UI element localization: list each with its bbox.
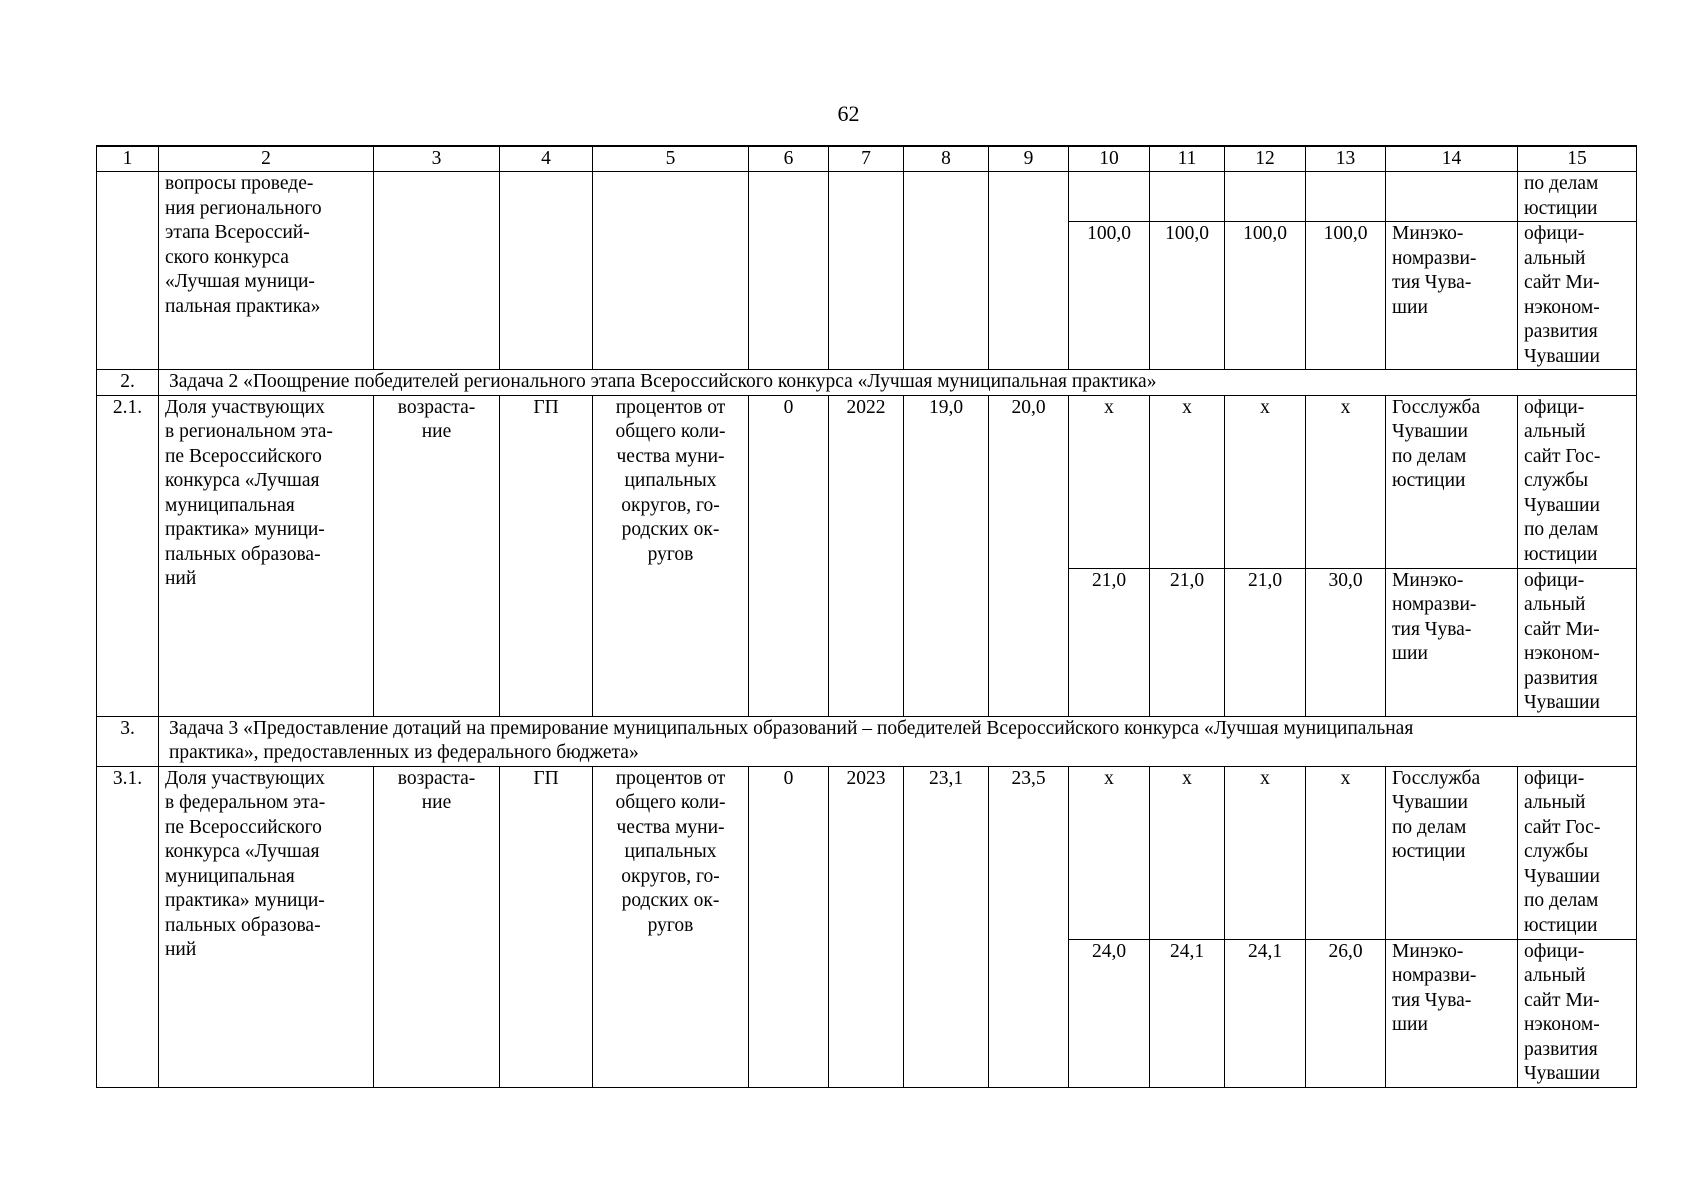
text-line: тия Чува- — [1392, 272, 1472, 293]
text-line: номразви- — [1392, 594, 1477, 615]
text-line: по делам — [1392, 445, 1467, 467]
indicator-name-cell — [159, 766, 374, 1087]
table-row — [97, 766, 1637, 939]
source-cell — [1518, 395, 1637, 568]
column-header: 3 — [374, 146, 500, 172]
text-line: Доля участвующих — [165, 396, 325, 418]
value-cell: x — [1306, 766, 1386, 939]
source-cell — [1518, 766, 1637, 939]
text-line: практика» муници- — [165, 890, 325, 911]
text-line: альный — [1524, 965, 1586, 986]
text-line: муниципальная — [165, 865, 295, 887]
text-line: офици- — [1524, 223, 1585, 244]
text-line: Минэко- — [1392, 940, 1464, 962]
text-line: юстиции — [1524, 197, 1598, 219]
text-line: офици- — [1524, 396, 1585, 418]
empty-cell — [1150, 172, 1225, 222]
column-number-header-row — [97, 146, 1637, 172]
responsible-cell — [1386, 568, 1518, 716]
text-line: ний — [165, 568, 197, 589]
value-cell: x — [1225, 395, 1306, 568]
column-header: 13 — [1306, 146, 1386, 172]
text-line: шии — [1392, 296, 1428, 318]
text-line: родских ок- — [621, 890, 720, 911]
column-header: 2 — [159, 146, 374, 172]
text-line: шии — [1392, 643, 1428, 664]
year-cell: 2022 — [829, 395, 904, 716]
text-line: Чувашии — [1392, 421, 1468, 442]
responsible-cell — [1386, 222, 1518, 370]
empty-cell — [904, 172, 989, 370]
value-cell: 21,0 — [1150, 568, 1225, 716]
text-line: Минэко- — [1392, 223, 1464, 244]
value-cell: x — [1225, 766, 1306, 939]
text-line: чества муни- — [616, 445, 725, 467]
text-line: Доля участвующих — [165, 767, 325, 789]
indicator-name-cell — [159, 172, 374, 370]
unit-cell — [593, 395, 749, 716]
table-row — [97, 172, 1637, 222]
text-line: по делам — [1392, 816, 1467, 838]
text-line: возраста- — [397, 767, 476, 789]
responsible-cell — [1386, 395, 1518, 568]
task-number: 3. — [97, 716, 159, 766]
value-cell: 21,0 — [1069, 568, 1150, 716]
responsible-cell — [1386, 766, 1518, 939]
text-line: Чувашии — [1524, 345, 1600, 367]
task-row — [97, 716, 1637, 766]
text-line: в региональном эта- — [165, 421, 333, 442]
text-line: номразви- — [1392, 247, 1477, 269]
value-cell: 100,0 — [1225, 222, 1306, 370]
text-line: возраста- — [397, 396, 476, 418]
text-line: сайт Ми- — [1524, 618, 1600, 640]
text-line: пе Всероссийского — [165, 445, 322, 467]
empty-cell — [989, 172, 1069, 370]
task-title — [159, 370, 1637, 396]
text-line: по делам — [1524, 890, 1599, 911]
value-cell: 19,0 — [904, 395, 989, 716]
text-line: юстиции — [1392, 841, 1466, 862]
text-line: процентов от — [615, 767, 726, 789]
text-line: общего коли- — [615, 792, 726, 813]
text-line: практика», предоставленных из федерального бюджета» — [169, 742, 639, 763]
source-cell — [1518, 172, 1637, 222]
value-cell: 100,0 — [1306, 222, 1386, 370]
value-cell: 24,1 — [1150, 939, 1225, 1087]
value-cell: 21,0 — [1225, 568, 1306, 716]
column-header: 14 — [1386, 146, 1518, 172]
text-line: тия Чува- — [1392, 618, 1472, 640]
text-line: офици- — [1524, 569, 1585, 591]
table-row — [97, 395, 1637, 568]
text-line: Задача 2 «Поощрение победителей регионального этапа Всероссийского конкурса «Лучшая муниципальная практика» — [169, 371, 1157, 392]
text-line: Чувашии — [1524, 1063, 1600, 1084]
text-line: юстиции — [1524, 914, 1598, 936]
value-cell: x — [1306, 395, 1386, 568]
value-cell: x — [1069, 395, 1150, 568]
source-cell — [1518, 939, 1637, 1087]
text-line: развития — [1524, 321, 1598, 342]
empty-cell — [1225, 172, 1306, 222]
text-line: процентов от — [615, 396, 726, 418]
text-line: конкурса «Лучшая — [165, 841, 320, 862]
text-line: сайт Гос- — [1524, 816, 1601, 838]
empty-cell — [374, 172, 500, 370]
text-line: ципальных — [624, 841, 717, 862]
text-line: альный — [1524, 792, 1586, 813]
text-line: этапа Всероссий- — [165, 222, 310, 243]
year-cell: 2023 — [829, 766, 904, 1087]
text-line: пальных образова- — [165, 914, 321, 936]
text-line: в федеральном эта- — [165, 792, 326, 813]
text-line: нэконом- — [1524, 643, 1600, 664]
column-header: 6 — [749, 146, 829, 172]
empty-cell — [500, 172, 593, 370]
trend-cell — [374, 766, 500, 1087]
text-line: развития — [1524, 667, 1598, 689]
text-line: офици- — [1524, 940, 1585, 962]
text-line: родских ок- — [621, 519, 720, 540]
row-number-cell — [97, 172, 159, 370]
text-line: пальных образова- — [165, 543, 321, 565]
text-line: ругов — [647, 543, 694, 565]
text-line: альный — [1524, 421, 1586, 442]
text-line: нэконом- — [1524, 1014, 1600, 1035]
text-line: Госслужба — [1392, 396, 1481, 418]
text-line: Задача 3 «Предоставление дотаций на премирование муниципальных образований – победителей Всероссийского конкурса «Лучшая муниципальная — [169, 717, 1414, 739]
value-cell: 26,0 — [1306, 939, 1386, 1087]
text-line: вопросы проведе- — [165, 173, 314, 194]
empty-cell — [1306, 172, 1386, 222]
source-cell — [1518, 222, 1637, 370]
value-cell: x — [1150, 395, 1225, 568]
text-line: ципальных — [624, 470, 717, 491]
text-line: Минэко- — [1392, 569, 1464, 591]
task-number: 2. — [97, 370, 159, 396]
text-line: муниципальная — [165, 494, 295, 516]
unit-cell — [593, 766, 749, 1087]
column-header: 9 — [989, 146, 1069, 172]
text-line: юстиции — [1392, 470, 1466, 491]
column-header: 15 — [1518, 146, 1637, 172]
empty-cell — [593, 172, 749, 370]
text-line: округов, го- — [621, 494, 720, 516]
text-line: альный — [1524, 594, 1586, 615]
task-row — [97, 370, 1637, 396]
indicator-name-cell — [159, 395, 374, 716]
text-line: ний — [165, 939, 197, 960]
empty-cell — [749, 172, 829, 370]
task-title — [159, 716, 1637, 766]
text-line: округов, го- — [621, 865, 720, 887]
text-line: Госслужба — [1392, 767, 1481, 789]
indicator-number: 2.1. — [97, 395, 159, 716]
text-line: Чувашии — [1524, 865, 1600, 887]
value-cell: 23,5 — [989, 766, 1069, 1087]
text-line: «Лучшая муници- — [165, 271, 315, 292]
column-header: 10 — [1069, 146, 1150, 172]
text-line: по делам — [1524, 519, 1599, 540]
text-line: ского конкурса — [165, 246, 289, 268]
page-number: 62 — [837, 101, 860, 126]
text-line: номразви- — [1392, 965, 1477, 986]
text-line: сайт Ми- — [1524, 272, 1600, 293]
responsible-cell — [1386, 939, 1518, 1087]
empty-cell — [1069, 172, 1150, 222]
text-line: шии — [1392, 1014, 1428, 1035]
text-line: офици- — [1524, 767, 1585, 789]
text-line: Чувашии — [1524, 494, 1600, 516]
value-cell: 24,0 — [1069, 939, 1150, 1087]
column-header: 11 — [1150, 146, 1225, 172]
text-line: сайт Ми- — [1524, 989, 1600, 1011]
column-header: 1 — [97, 146, 159, 172]
value-cell: 24,1 — [1225, 939, 1306, 1087]
text-line: юстиции — [1524, 543, 1598, 565]
column-header: 7 — [829, 146, 904, 172]
type-cell: ГП — [500, 395, 593, 716]
text-line: пальная практика» — [165, 295, 321, 317]
text-line: практика» муници- — [165, 519, 325, 540]
text-line: чества муни- — [616, 816, 725, 838]
value-cell: 20,0 — [989, 395, 1069, 716]
text-line: конкурса «Лучшая — [165, 470, 320, 491]
value-cell: 100,0 — [1150, 222, 1225, 370]
text-line: тия Чува- — [1392, 989, 1472, 1011]
type-cell: ГП — [500, 766, 593, 1087]
text-line: ние — [421, 792, 452, 813]
text-line: общего коли- — [615, 421, 726, 442]
text-line: ние — [421, 421, 452, 442]
indicators-table — [96, 145, 1637, 1088]
text-line: альный — [1524, 247, 1586, 269]
trend-cell — [374, 395, 500, 716]
text-line: службы — [1524, 841, 1589, 862]
column-header: 8 — [904, 146, 989, 172]
text-line: пе Всероссийского — [165, 816, 322, 838]
text-line: сайт Гос- — [1524, 445, 1601, 467]
indicator-number: 3.1. — [97, 766, 159, 1087]
text-line: нэконом- — [1524, 296, 1600, 318]
text-line: ния регионального — [165, 197, 322, 219]
value-cell: 100,0 — [1069, 222, 1150, 370]
column-header: 4 — [500, 146, 593, 172]
text-line: Чувашии — [1392, 792, 1468, 813]
source-cell — [1518, 568, 1637, 716]
value-cell: 23,1 — [904, 766, 989, 1087]
value-cell: x — [1150, 766, 1225, 939]
text-line: развития — [1524, 1038, 1598, 1060]
value-cell: 0 — [749, 395, 829, 716]
column-header: 12 — [1225, 146, 1306, 172]
text-line: Чувашии — [1524, 692, 1600, 713]
empty-cell — [1386, 172, 1518, 222]
value-cell: 0 — [749, 766, 829, 1087]
text-line: по делам — [1524, 173, 1599, 194]
text-line: ругов — [647, 914, 694, 936]
empty-cell — [829, 172, 904, 370]
column-header: 5 — [593, 146, 749, 172]
text-line: службы — [1524, 470, 1589, 491]
value-cell: x — [1069, 766, 1150, 939]
value-cell: 30,0 — [1306, 568, 1386, 716]
